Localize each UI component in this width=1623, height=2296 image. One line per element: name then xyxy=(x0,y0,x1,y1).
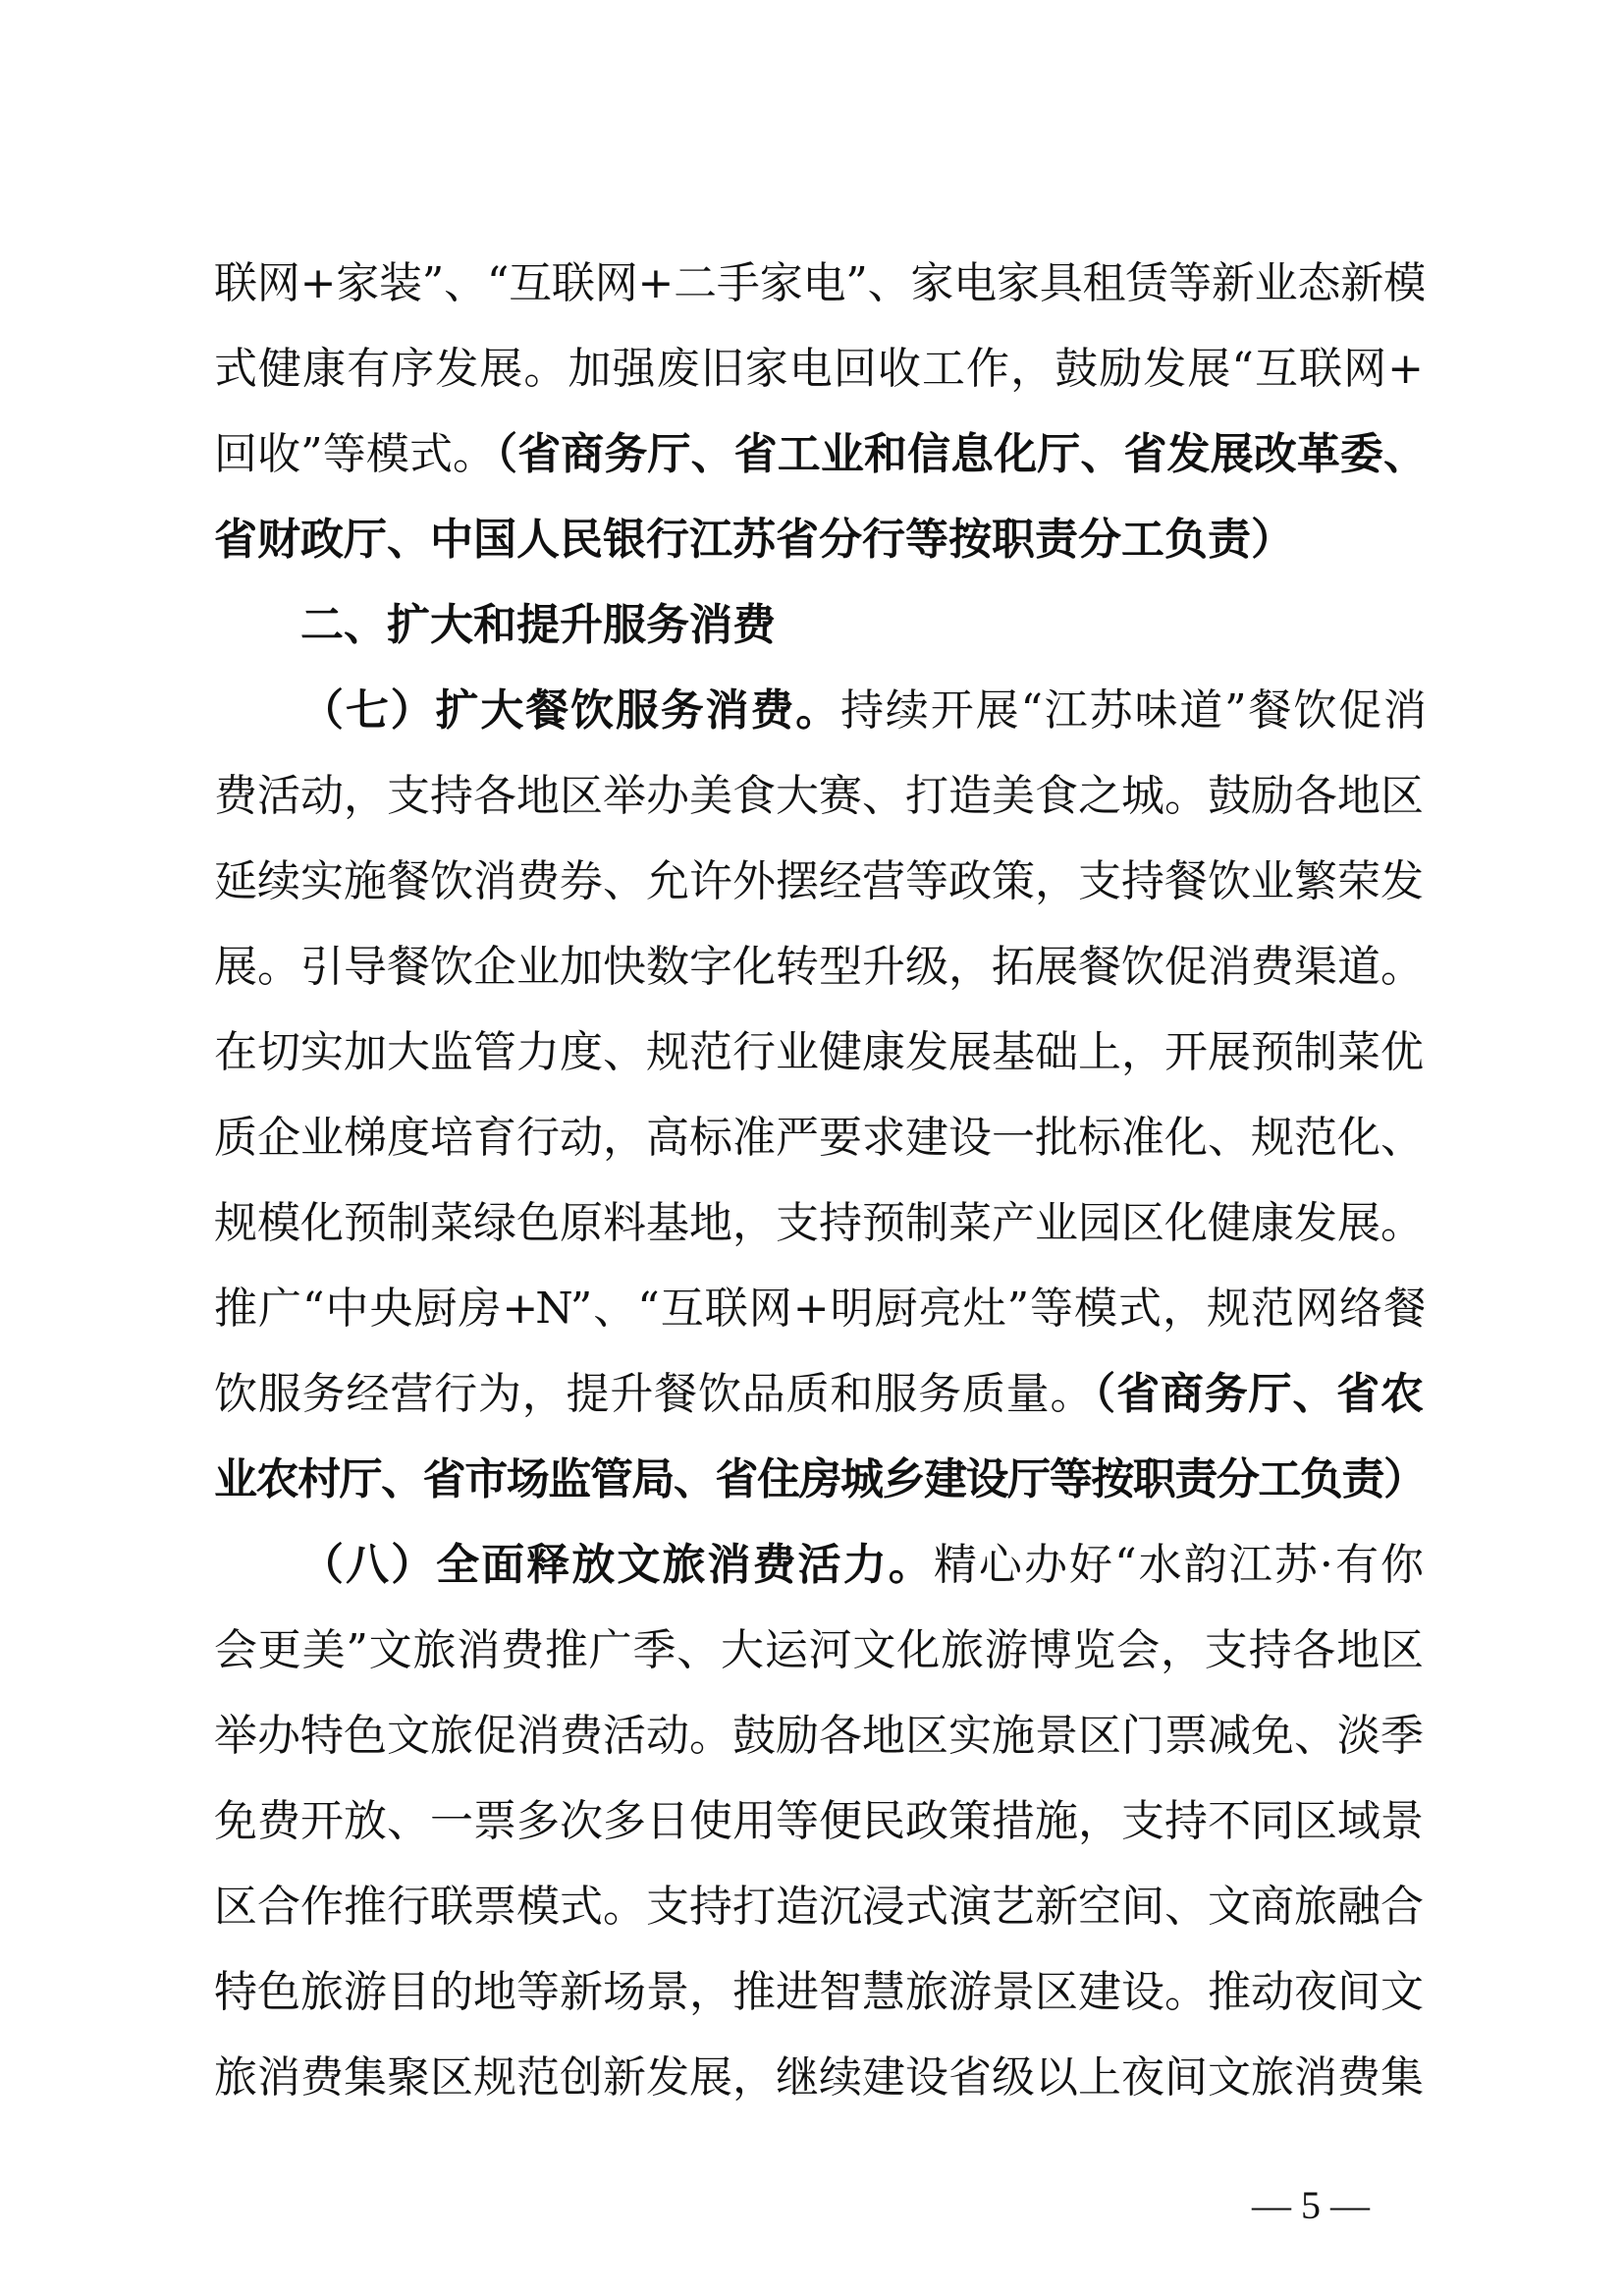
body-text-line xyxy=(214,1437,1424,1522)
page-number: — 5 — xyxy=(1252,2183,1370,2227)
section-heading xyxy=(214,582,1424,668)
text-segment: 饮服务经营行为，提升餐饮品质和服务质量。 xyxy=(214,1369,1095,1419)
body-text-line xyxy=(214,753,1424,839)
body-text-line xyxy=(214,1778,1424,1864)
text-segment: 在切实加大监管力度、规范行业健康发展基础上，开展预制菜优 xyxy=(214,1027,1424,1077)
text-segment: 联网+家装”、“互联网+二手家电”、家电家具租赁等新业态新模 xyxy=(214,258,1424,308)
body-text-line xyxy=(214,1608,1424,1693)
body-text-line xyxy=(214,241,1424,326)
responsible-departments: （省商务厅、省农 xyxy=(1094,1369,1424,1419)
body-text-line xyxy=(214,2035,1424,2120)
text-segment: 式健康有序发展。加强废旧家电回收工作，鼓励发展“互联网+ xyxy=(214,344,1424,394)
body-text-line xyxy=(214,668,1424,753)
body-text-line xyxy=(214,924,1424,1010)
body-text-line xyxy=(214,1010,1424,1095)
text-segment: 特色旅游目的地等新场景，推进智慧旅游景区建设。推动夜间文 xyxy=(214,1967,1424,2017)
text-segment: 质企业梯度培育行动，高标准严要求建设一批标准化、规范化、 xyxy=(214,1113,1424,1163)
text-segment: 规模化预制菜绿色原料基地，支持预制菜产业园区化健康发展。 xyxy=(214,1198,1424,1248)
body-text-line xyxy=(214,1864,1424,1949)
text-segment: 持续开展“江苏味道”餐饮促消 xyxy=(840,685,1424,736)
body-text-line xyxy=(214,839,1424,924)
body-text-line xyxy=(214,1351,1424,1437)
text-segment: 旅消费集聚区规范创新发展，继续建设省级以上夜间文旅消费集 xyxy=(214,2052,1424,2103)
text-segment: 会更美”文旅消费推广季、大运河文化旅游博览会，支持各地区 xyxy=(214,1625,1424,1675)
text-segment: 费活动，支持各地区举办美食大赛、打造美食之城。鼓励各地区 xyxy=(214,771,1424,821)
body-text-line xyxy=(214,1180,1424,1266)
body-text-line xyxy=(214,326,1424,411)
document-body xyxy=(214,241,1424,2120)
text-segment: 延续实施餐饮消费券、允许外摆经营等政策，支持餐饮业繁荣发 xyxy=(214,856,1424,906)
text-segment: 免费开放、一票多次多日使用等便民政策措施，支持不同区域景 xyxy=(214,1796,1424,1846)
body-text-line xyxy=(214,411,1424,497)
body-text-line xyxy=(214,1266,1424,1351)
responsible-departments: （省商务厅、省工业和信息化厅、省发展改革委、 xyxy=(496,429,1424,479)
responsible-departments: 省财政厅、中国人民银行江苏省分行等按职责分工负责） xyxy=(214,515,1294,565)
body-text-line xyxy=(214,1522,1424,1608)
text-segment: 举办特色文旅促消费活动。鼓励各地区实施景区门票减免、淡季 xyxy=(214,1711,1424,1761)
responsible-departments: 业农村厅、省市场监管局、省住房城乡建设厅等按职责分工负责） xyxy=(214,1454,1424,1504)
item-title: （七）扩大餐饮服务消费。 xyxy=(300,685,841,736)
item-title: （八）全面释放文旅消费活力。 xyxy=(300,1540,934,1590)
text-segment: 区合作推行联票模式。支持打造沉浸式演艺新空间、文商旅融合 xyxy=(214,1882,1424,1932)
section-heading-text: 二、扩大和提升服务消费 xyxy=(300,600,776,650)
text-segment: 推广“中央厨房+N”、“互联网+明厨亮灶”等模式，规范网络餐 xyxy=(214,1284,1424,1334)
text-segment: 精心办好“水韵江苏·有你 xyxy=(933,1540,1424,1590)
body-text-line xyxy=(214,1693,1424,1778)
body-text-line xyxy=(214,1095,1424,1180)
body-text-line xyxy=(214,497,1424,582)
text-segment: 展。引导餐饮企业加快数字化转型升级，拓展餐饮促消费渠道。 xyxy=(214,942,1424,992)
body-text-line xyxy=(214,1949,1424,2035)
text-segment: 回收”等模式。 xyxy=(214,429,497,479)
